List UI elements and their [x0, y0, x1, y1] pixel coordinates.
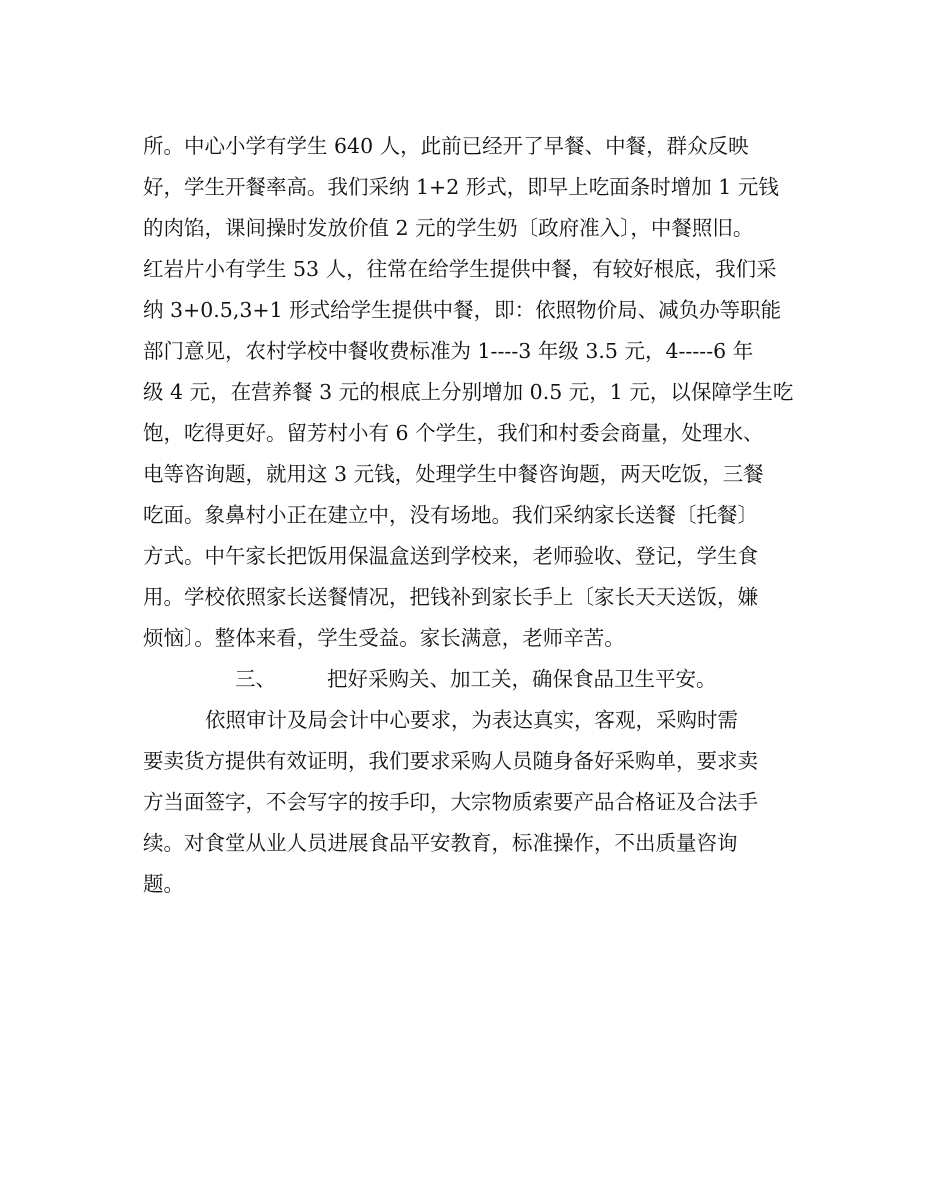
text-line: 好，学生开餐率高。我们采纳 1+2 形式，即早上吃面条时增加 1 元钱 — [143, 175, 779, 199]
text-line: 部门意见，农村学校中餐收费标准为 1----3 年级 3.5 元，4-----6 年 — [143, 339, 754, 363]
text-line: 电等咨询题，就用这 3 元钱，处理学生中餐咨询题，两天吃饭，三餐 — [143, 462, 764, 486]
paragraph-procurement — [143, 700, 815, 905]
text-line: 题。 — [143, 872, 184, 896]
text-line: 纳 3+0.5,3+1 形式给学生提供中餐，即：依照物价局、减负办等职能 — [143, 298, 782, 322]
text-line: 烦恼〕。整体来看，学生受益。家长满意，老师辛苦。 — [143, 626, 625, 650]
text-line: 级 4 元，在营养餐 3 元的根底上分别增加 0.5 元，1 元，以保障学生吃 — [143, 380, 794, 404]
text-line: 红岩片小有学生 53 人，往常在给学生提供中餐，有较好根底，我们采 — [143, 257, 777, 281]
section-heading — [143, 659, 815, 700]
section-title: 把好采购关、加工关，确保食品卫生平安。 — [327, 667, 717, 691]
text-line: 吃面。象鼻村小正在建立中，没有场地。我们采纳家长送餐〔托餐〕 — [143, 503, 758, 527]
text-line: 依照审计及局会计中心要求，为表达真实，客观，采购时需 — [205, 708, 738, 732]
section-number: 三、 — [235, 667, 276, 691]
text-line: 要卖货方提供有效证明，我们要求采购人员随身备好采购单，要求卖 — [143, 749, 758, 773]
text-line: 的肉馅，课间操时发放价值 2 元的学生奶〔政府准入〕，中餐照旧。 — [143, 216, 754, 240]
paragraph-meal-programs — [143, 126, 815, 659]
text-line: 用。学校依照家长送餐情况，把钱补到家长手上〔家长天天送饭，嫌 — [143, 585, 758, 609]
text-line: 方式。中午家长把饭用保温盒送到学校来，老师验收、登记，学生食 — [143, 544, 758, 568]
text-line: 续。对食堂从业人员进展食品平安教育，标准操作，不出质量咨询 — [143, 831, 738, 855]
document-body — [143, 126, 815, 905]
text-line: 饱，吃得更好。留芳村小有 6 个学生，我们和村委会商量，处理水、 — [143, 421, 764, 445]
text-line: 所。中心小学有学生 640 人，此前已经开了早餐、中餐，群众反映 — [143, 134, 749, 158]
text-line: 方当面签字，不会写字的按手印，大宗物质索要产品合格证及合法手 — [143, 790, 758, 814]
